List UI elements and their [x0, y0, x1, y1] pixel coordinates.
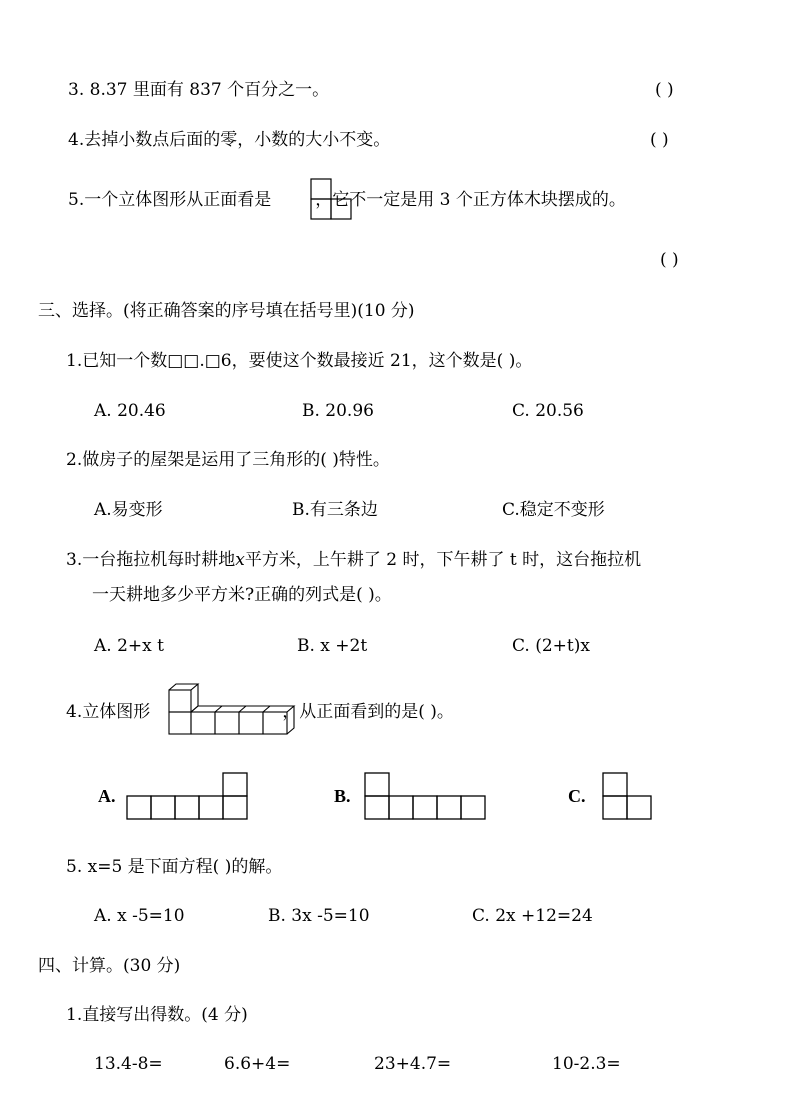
option-3-3-a[interactable]: A. 2+x t [94, 636, 164, 656]
option-3-4-a-figure[interactable] [126, 772, 250, 820]
calc-item-1[interactable]: 13.4-8= [94, 1054, 163, 1074]
calc-item-2[interactable]: 6.6+4= [224, 1054, 291, 1074]
option-3-5-a[interactable]: A. x -5=10 [94, 906, 185, 926]
option-3-3-b[interactable]: B. x +2t [297, 636, 368, 656]
option-3-3-c[interactable]: C. (2+t)x [512, 636, 590, 656]
question-3-4-after: ，从正面看到的是( )。 [282, 702, 454, 722]
question-2-5-after: ，它不一定是用 3 个正方体木块摆成的。 [315, 190, 626, 210]
question-3-3-after: 平方米，上午耕了 2 时，下午耕了 t 时，这台拖拉机 [244, 550, 642, 570]
calc-item-3[interactable]: 23+4.7= [374, 1054, 452, 1074]
question-4-1: 1.直接写出得数。(4 分) [66, 1005, 248, 1025]
variable-x: x [235, 550, 245, 570]
option-3-4-c-label[interactable]: C. [568, 786, 586, 806]
option-3-1-c[interactable]: C. 20.56 [512, 401, 584, 421]
answer-paren-2-3[interactable]: ( ) [655, 80, 674, 100]
option-3-5-b[interactable]: B. 3x -5=10 [268, 906, 370, 926]
solid-figure [168, 684, 302, 738]
option-3-4-b-label[interactable]: B. [334, 786, 351, 806]
option-3-2-b[interactable]: B.有三条边 [292, 500, 378, 520]
answer-paren-2-5[interactable]: ( ) [660, 250, 679, 270]
question-3-1: 1.已知一个数□□.□6，要使这个数最接近 21，这个数是( )。 [66, 351, 533, 371]
question-3-3-line1 [66, 549, 641, 571]
question-3-3-line2: 一天耕地多少平方米?正确的列式是( )。 [92, 585, 392, 605]
option-3-1-b[interactable]: B. 20.96 [302, 401, 374, 421]
option-3-2-c[interactable]: C.稳定不变形 [502, 500, 605, 520]
option-3-2-a[interactable]: A.易变形 [94, 500, 163, 520]
option-3-1-a[interactable]: A. 20.46 [94, 401, 166, 421]
option-3-5-c[interactable]: C. 2x +12=24 [472, 906, 593, 926]
question-2-3: 3. 8.37 里面有 837 个百分之一。 [68, 80, 330, 100]
section-4-heading: 四、计算。(30 分) [38, 956, 181, 976]
option-3-4-b-figure[interactable] [364, 772, 488, 820]
answer-paren-2-4[interactable]: ( ) [650, 130, 669, 150]
question-3-2: 2.做房子的屋架是运用了三角形的( )特性。 [66, 450, 390, 470]
question-3-4-before: 4.立体图形 [66, 702, 151, 722]
option-3-4-a-label[interactable]: A. [98, 786, 116, 806]
question-2-5-before: 5.一个立体图形从正面看是 [68, 190, 272, 210]
question-3-3-before: 3.一台拖拉机每时耕地 [66, 550, 236, 570]
question-3-5: 5. x=5 是下面方程( )的解。 [66, 857, 283, 877]
option-3-4-c-figure[interactable] [602, 772, 654, 820]
front-view-figure [310, 178, 352, 220]
calc-item-4[interactable]: 10-2.3= [552, 1054, 621, 1074]
section-3-heading: 三、选择。(将正确答案的序号填在括号里)(10 分) [38, 301, 415, 321]
question-2-4: 4.去掉小数点后面的零，小数的大小不变。 [68, 130, 391, 150]
